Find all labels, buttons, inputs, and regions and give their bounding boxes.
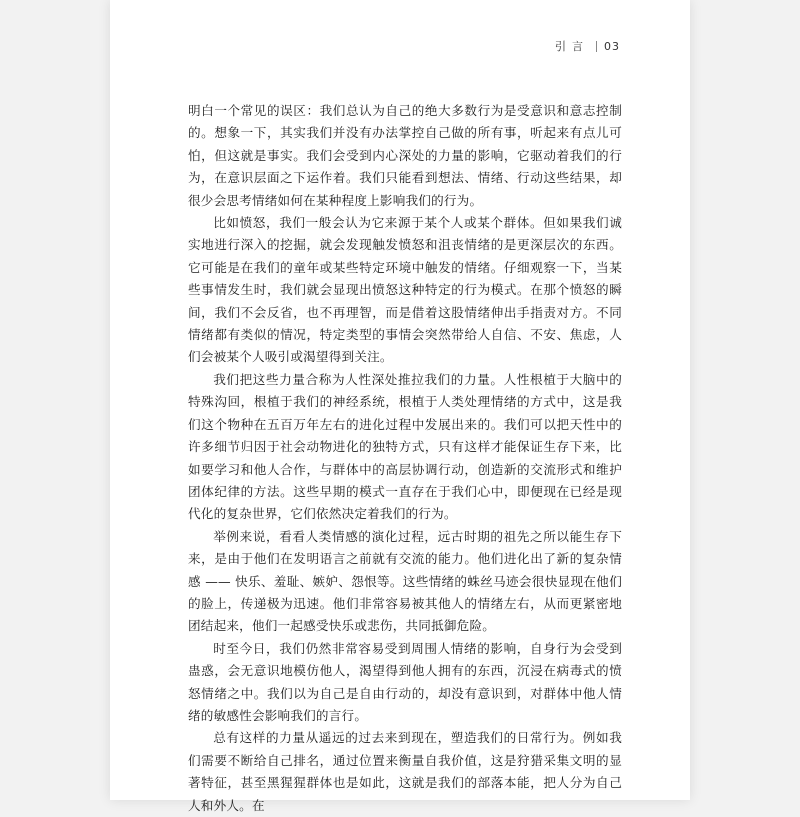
paragraph: 比如愤怒，我们一般会认为它来源于某个人或某个群体。但如果我们诚实地进行深入的挖掘，就会发现触发愤怒和沮丧情绪的是更深层次的东西。它可能是在我们的童年或某些特定环境中触发的情绪。仔细观察一下，当某些事情发生时，我们就会显现出愤怒这种特定的行为模式。在那个愤怒的瞬间，我们不会反省，也不再理智，而是借着这股情绪伸出手指责对方。不同情绪都有类似的情况，特定类型的事情会突然带给人自信、不安、焦虑，人们会被某个人吸引或渴望得到关注。 (188, 215, 622, 365)
body-text (188, 100, 622, 817)
paragraph: 总有这样的力量从遥远的过去来到现在，塑造我们的日常行为。例如我们需要不断给自己排名，通过位置来衡量自我价值，这是狩猎采集文明的显著特征，甚至黑猩猩群体也是如此，这就是我们的部落本能，把人分为自己人和外人。在 (188, 730, 622, 813)
paragraph: 举例来说，看看人类情感的演化过程，远古时期的祖先之所以能生存下来，是由于他们在发明语言之前就有交流的能力。他们进化出了新的复杂情感 —— 快乐、羞耻、嫉妒、怨恨等。这些情绪的蛛丝马迹会很快显现在他们的脸上，传递极为迅速。他们非常容易被其他人的情绪左右，从而更紧密地团结起来，他们一起感受快乐或悲伤，共同抵御危险。 (188, 528, 622, 634)
page-number: 03 (604, 39, 620, 53)
header-divider (596, 41, 597, 52)
chapter-title: 引言 (555, 40, 589, 53)
paragraph: 明白一个常见的误区：我们总认为自己的绝大多数行为是受意识和意志控制的。想象一下，其实我们并没有办法掌控自己做的所有事，听起来有点儿可怕，但这就是事实。我们会受到内心深处的力量的影响，它驱动着我们的行为，在意识层面之下运作着。我们只能看到想法、情绪、行动这些结果，却很少会思考情绪如何在某种程度上影响我们的行为。 (188, 103, 622, 208)
paragraph: 时至今日，我们仍然非常容易受到周围人情绪的影响，自身行为会受到蛊惑，会无意识地模仿他人，渴望得到他人拥有的东西，沉浸在病毒式的愤怒情绪之中。我们以为自己是自由行动的，却没有意识到，对群体中他人情绪的敏感性会影响我们的言行。 (188, 640, 622, 723)
running-header (555, 38, 620, 54)
paragraph: 我们把这些力量合称为人性深处推拉我们的力量。人性根植于大脑中的特殊沟回，根植于我们的神经系统，根植于人类处理情绪的方式中，这是我们这个物种在五百万年左右的进化过程中发展出来的。我们可以把天性中的许多细节归因于社会动物进化的独特方式，只有这样才能保证生存下来，比如要学习和他人合作，与群体中的高层协调行动，创造新的交流形式和维护团体纪律的方法。这些早期的模式一直存在于我们心中，即便现在已经是现代化的复杂世界，它们依然决定着我们的行为。 (188, 371, 622, 522)
book-page (110, 0, 690, 813)
